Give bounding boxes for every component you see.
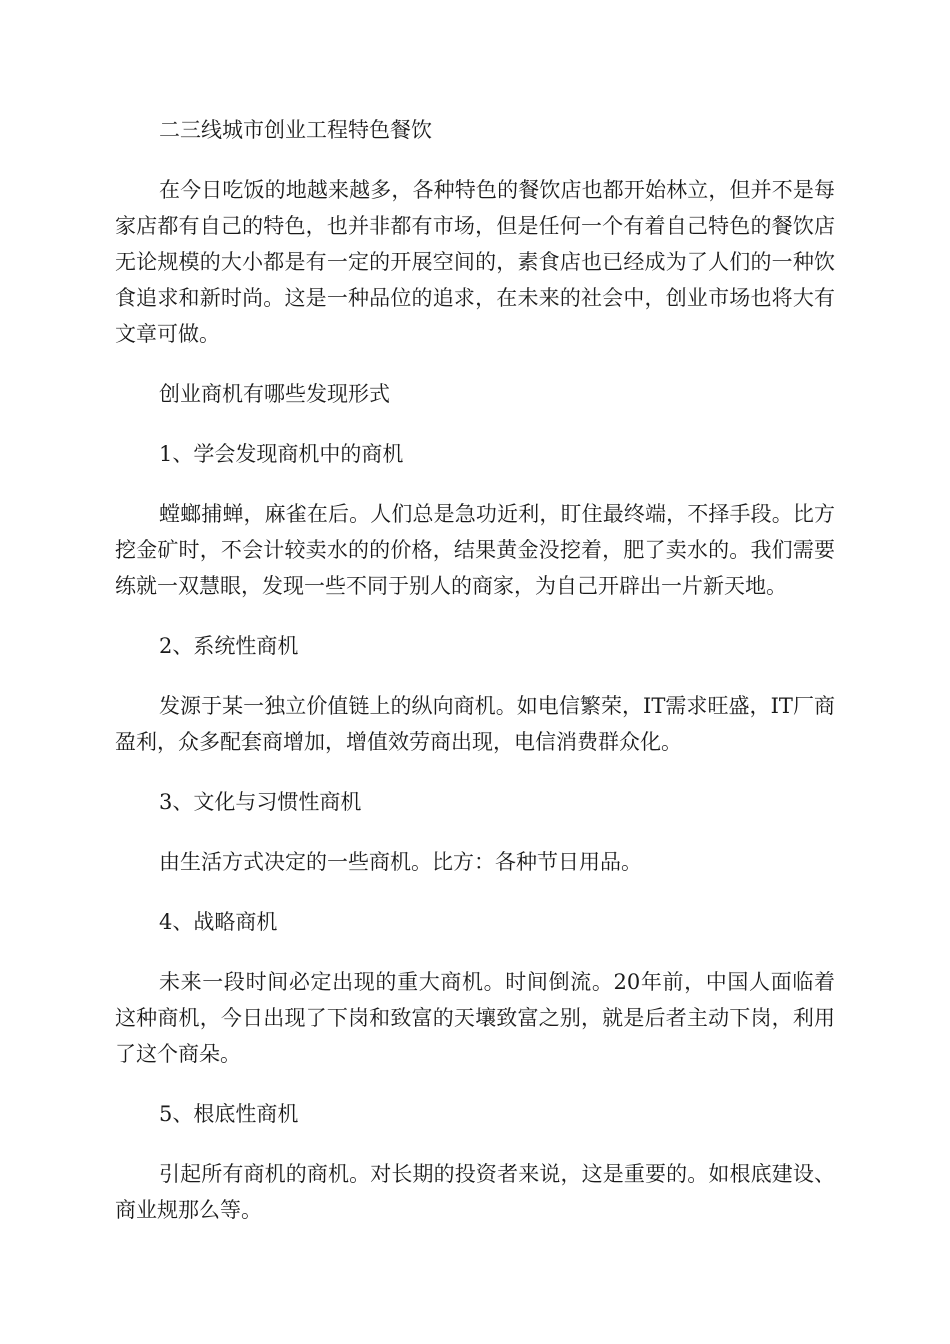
list-heading-3: 3、文化与习惯性商机 (159, 790, 362, 814)
list-heading-4: 4、战略商机 (159, 910, 278, 934)
document-body (115, 112, 835, 1252)
list-heading-2: 2、系统性商机 (159, 634, 299, 658)
list-paragraph-4: 未来一段时间必定出现的重大商机。时间倒流。20年前，中国人面临着这种商机，今日出现了下岗和致富的天壤致富之别，就是后者主动下岗，利用了这个商朵。 (115, 970, 835, 1066)
paragraph-catering: 在今日吃饭的地越来越多，各种特色的餐饮店也都开始林立，但并不是每家店都有自己的特色，也并非都有市场，但是任何一个有着自己特色的餐饮店无论规模的大小都是有一定的开展空间的，素食店也已经成为了人们的一种饮食追求和新时尚。这是一种品位的追求，在未来的社会中，创业市场也将大有文章可做。 (115, 178, 835, 346)
section-title-catering: 二三线城市创业工程特色餐饮 (159, 118, 432, 142)
section-title-opportunity-forms: 创业商机有哪些发现形式 (159, 382, 390, 406)
list-paragraph-2: 发源于某一独立价值链上的纵向商机。如电信繁荣，IT需求旺盛，IT厂商盈利，众多配套商增加，增值效劳商出现，电信消费群众化。 (115, 694, 835, 754)
list-heading-1: 1、学会发现商机中的商机 (159, 442, 404, 466)
list-heading-5: 5、根底性商机 (159, 1102, 299, 1126)
list-paragraph-5: 引起所有商机的商机。对长期的投资者来说，这是重要的。如根底建设、商业规那么等。 (115, 1162, 835, 1222)
list-paragraph-1: 螳螂捕蝉，麻雀在后。人们总是急功近利，盯住最终端，不择手段。比方挖金矿时，不会计较卖水的的价格，结果黄金没挖着，肥了卖水的。我们需要练就一双慧眼，发现一些不同于别人的商家，为自己开辟出一片新天地。 (115, 502, 835, 598)
list-paragraph-3: 由生活方式决定的一些商机。比方：各种节日用品。 (159, 850, 642, 874)
